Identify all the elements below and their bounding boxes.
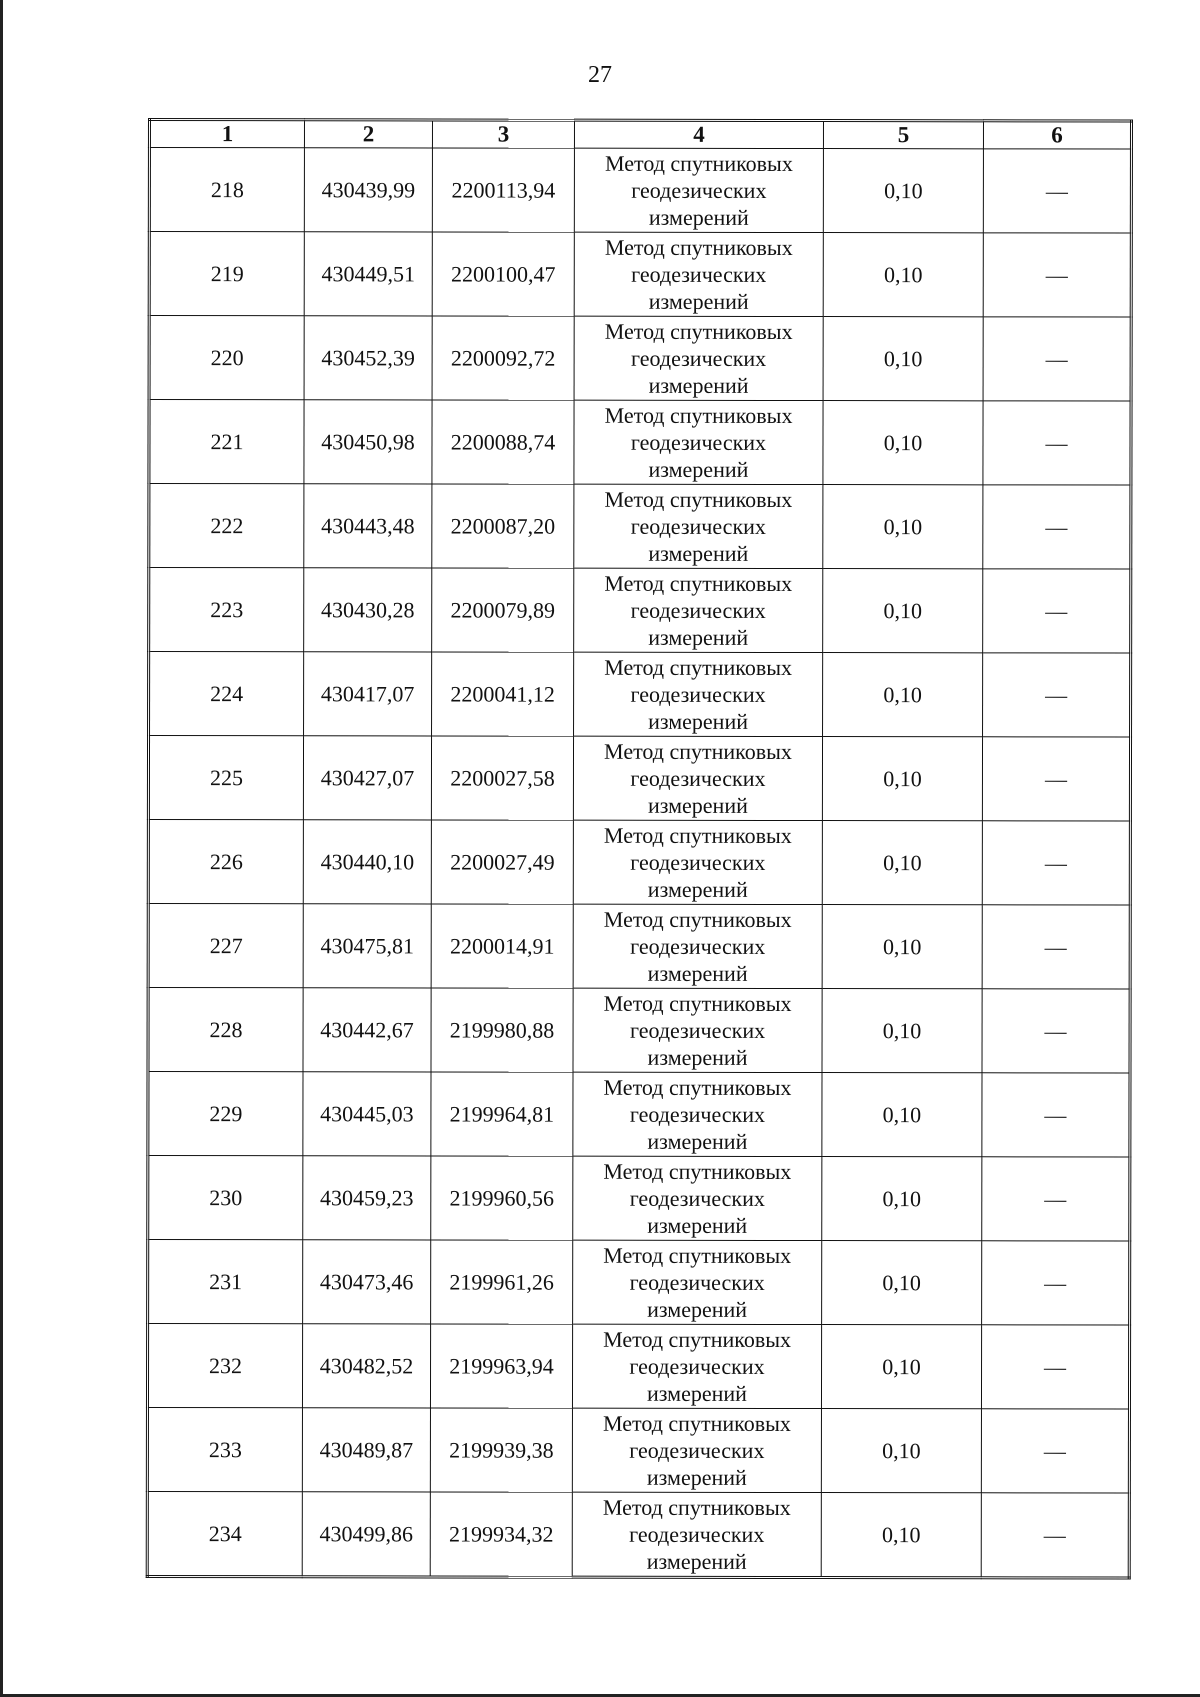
method-text-line: геодезических	[630, 765, 766, 791]
method-text-line: геодезических	[630, 429, 767, 455]
x-coordinate-cell: 430482,52	[302, 1324, 430, 1408]
y-coordinate-cell: 2199934,32	[430, 1492, 572, 1577]
point-number-cell: 233	[147, 1408, 302, 1492]
method-cell	[574, 568, 823, 652]
accuracy-cell: 0,10	[822, 1073, 982, 1157]
column-header-3: 3	[432, 120, 574, 148]
point-number-cell: 224	[149, 652, 304, 736]
point-number-cell: 234	[147, 1492, 302, 1577]
description-cell: —	[982, 989, 1130, 1073]
point-number-cell: 223	[149, 568, 304, 652]
scan-border-left	[0, 0, 3, 1697]
method-text-line: Метод спутниковых	[602, 1410, 791, 1437]
x-coordinate-cell: 430452,39	[304, 316, 432, 400]
accuracy-cell: 0,10	[821, 1409, 981, 1493]
method-text-line: измерений	[646, 1464, 747, 1490]
method-cell	[574, 316, 823, 400]
point-number-cell: 222	[149, 484, 304, 568]
method-text-line: геодезических	[629, 1269, 765, 1295]
method-text-line: геодезических	[629, 1101, 766, 1127]
page-number: 27	[588, 62, 612, 88]
method-cell	[573, 904, 822, 988]
method-text-line: измерений	[646, 1548, 747, 1574]
method-text-line: Метод спутниковых	[604, 738, 792, 765]
accuracy-cell: 0,10	[822, 737, 982, 821]
accuracy-cell: 0,10	[822, 1157, 982, 1241]
point-number-cell: 228	[148, 988, 303, 1072]
method-text-line: Метод спутниковых	[602, 1494, 791, 1521]
point-number-cell: 226	[148, 820, 303, 904]
method-text-line: измерений	[648, 204, 749, 230]
method-text-line: Метод спутниковых	[604, 318, 793, 345]
method-text-line: геодезических	[630, 681, 766, 707]
point-number-cell: 225	[148, 736, 303, 820]
y-coordinate-cell: 2200088,74	[432, 400, 574, 484]
method-text-line: геодезических	[629, 1353, 765, 1379]
method-cell	[572, 1492, 821, 1577]
method-cell	[573, 820, 822, 904]
method-text-line: Метод спутниковых	[604, 570, 793, 597]
x-coordinate-cell: 430439,99	[304, 148, 432, 232]
method-cell	[574, 400, 823, 484]
point-number-cell: 221	[149, 400, 304, 484]
table-row	[149, 148, 1131, 234]
method-text-line: геодезических	[631, 261, 767, 287]
description-cell: —	[981, 1409, 1129, 1493]
description-cell: —	[983, 149, 1131, 233]
point-number-cell: 220	[149, 316, 304, 400]
y-coordinate-cell: 2199963,94	[430, 1324, 572, 1408]
method-text-line: измерений	[648, 288, 749, 314]
table-row	[147, 1408, 1129, 1494]
method-text-line: измерений	[647, 1296, 748, 1322]
table-header-row	[149, 120, 1131, 150]
method-text-line: Метод спутниковых	[603, 822, 792, 849]
table-row	[148, 1156, 1130, 1242]
table-row	[149, 652, 1131, 738]
y-coordinate-cell: 2199939,38	[430, 1408, 572, 1492]
y-coordinate-cell: 2200100,47	[432, 232, 574, 316]
point-number-cell: 218	[149, 148, 304, 232]
x-coordinate-cell: 430417,07	[304, 652, 432, 736]
method-cell	[573, 1156, 822, 1240]
method-text-line: измерений	[648, 456, 749, 482]
table-row	[147, 1492, 1129, 1579]
method-text-line: Метод спутниковых	[603, 906, 792, 933]
table-row	[148, 820, 1130, 906]
method-text-line: геодезических	[629, 1185, 765, 1211]
table-row	[148, 988, 1130, 1074]
description-cell: —	[983, 233, 1131, 317]
description-cell: —	[982, 821, 1130, 905]
point-number-cell: 219	[149, 232, 304, 316]
x-coordinate-cell: 430440,10	[303, 820, 431, 904]
description-cell: —	[983, 653, 1131, 737]
table-row	[149, 232, 1131, 318]
method-text-line: измерений	[647, 1212, 748, 1238]
y-coordinate-cell: 2200092,72	[432, 316, 574, 400]
description-cell: —	[982, 1241, 1130, 1325]
y-coordinate-cell: 2200087,20	[432, 484, 574, 568]
x-coordinate-cell: 430445,03	[303, 1072, 431, 1156]
point-number-cell: 231	[148, 1240, 303, 1324]
method-cell	[574, 484, 823, 568]
point-number-cell: 227	[148, 904, 303, 988]
table-row	[148, 1072, 1130, 1158]
x-coordinate-cell: 430473,46	[303, 1240, 431, 1324]
method-text-line: измерений	[647, 1044, 748, 1070]
method-text-line: Метод спутниковых	[604, 150, 793, 177]
description-cell: —	[981, 1325, 1129, 1409]
method-text-line: геодезических	[629, 1017, 766, 1043]
method-text-line: геодезических	[630, 849, 766, 875]
table-row	[149, 484, 1131, 570]
table-body	[147, 148, 1131, 1579]
table-row	[147, 1324, 1129, 1410]
accuracy-cell: 0,10	[822, 989, 982, 1073]
accuracy-cell: 0,10	[823, 485, 983, 569]
x-coordinate-cell: 430489,87	[302, 1408, 430, 1492]
table-row	[148, 904, 1130, 990]
description-cell: —	[982, 1073, 1130, 1157]
accuracy-cell: 0,10	[821, 1325, 981, 1409]
method-text-line: Метод спутниковых	[604, 402, 793, 429]
description-cell: —	[983, 485, 1131, 569]
y-coordinate-cell: 2200027,49	[431, 820, 573, 904]
x-coordinate-cell: 430449,51	[304, 232, 432, 316]
description-cell: —	[981, 1493, 1129, 1578]
description-cell: —	[982, 905, 1130, 989]
method-text-line: измерений	[647, 876, 748, 902]
column-header-2: 2	[304, 120, 432, 148]
x-coordinate-cell: 430459,23	[303, 1156, 431, 1240]
accuracy-cell: 0,10	[823, 569, 983, 653]
method-text-line: Метод спутниковых	[604, 654, 793, 681]
method-text-line: измерений	[647, 792, 748, 818]
y-coordinate-cell: 2200113,94	[432, 148, 574, 232]
method-text-line: Метод спутниковых	[603, 1326, 792, 1353]
method-text-line: Метод спутниковых	[604, 486, 793, 513]
accuracy-cell: 0,10	[822, 905, 982, 989]
y-coordinate-cell: 2199960,56	[431, 1156, 573, 1240]
accuracy-cell: 0,10	[821, 1493, 981, 1578]
y-coordinate-cell: 2199980,88	[431, 988, 573, 1072]
method-cell	[573, 736, 822, 820]
y-coordinate-cell: 2199961,26	[431, 1240, 573, 1324]
description-cell: —	[983, 317, 1131, 401]
table-row	[149, 568, 1131, 654]
y-coordinate-cell: 2199964,81	[431, 1072, 573, 1156]
method-text-line: измерений	[648, 372, 749, 398]
description-cell: —	[983, 569, 1131, 653]
table-row	[148, 1240, 1130, 1326]
method-text-line: Метод спутниковых	[603, 990, 792, 1017]
column-header-6: 6	[983, 121, 1131, 149]
accuracy-cell: 0,10	[823, 233, 983, 317]
x-coordinate-cell: 430430,28	[304, 568, 432, 652]
method-text-line: геодезических	[629, 1521, 765, 1547]
x-coordinate-cell: 430450,98	[304, 400, 432, 484]
column-header-4: 4	[574, 120, 823, 148]
table-row	[149, 400, 1131, 486]
accuracy-cell: 0,10	[823, 317, 983, 401]
accuracy-cell: 0,10	[823, 653, 983, 737]
method-cell	[573, 1240, 822, 1324]
accuracy-cell: 0,10	[823, 401, 983, 485]
point-number-cell: 229	[148, 1072, 303, 1156]
y-coordinate-cell: 2200027,58	[431, 736, 573, 820]
method-cell	[572, 1408, 821, 1492]
method-text-line: геодезических	[630, 933, 766, 959]
method-text-line: измерений	[647, 960, 748, 986]
column-header-5: 5	[823, 121, 983, 149]
method-text-line: измерений	[647, 1380, 747, 1406]
method-cell	[574, 232, 823, 316]
description-cell: —	[982, 1157, 1130, 1241]
x-coordinate-cell: 430499,86	[302, 1492, 430, 1577]
x-coordinate-cell: 430443,48	[304, 484, 432, 568]
method-text-line: геодезических	[630, 597, 766, 623]
method-cell	[574, 652, 823, 736]
coordinates-table	[146, 118, 1133, 1580]
description-cell: —	[983, 401, 1131, 485]
method-text-line: геодезических	[631, 345, 767, 371]
method-text-line: измерений	[647, 1128, 748, 1154]
method-text-line: геодезических	[630, 513, 766, 539]
table-row	[148, 736, 1130, 822]
method-text-line: измерений	[648, 624, 749, 650]
y-coordinate-cell: 2200079,89	[432, 568, 574, 652]
column-header-1: 1	[149, 120, 304, 148]
y-coordinate-cell: 2200014,91	[431, 904, 573, 988]
table-row	[149, 316, 1131, 402]
method-cell	[574, 148, 823, 232]
method-text-line: Метод спутниковых	[603, 1242, 792, 1269]
method-cell	[572, 1324, 821, 1408]
x-coordinate-cell: 430427,07	[303, 736, 431, 820]
accuracy-cell: 0,10	[822, 821, 982, 905]
point-number-cell: 232	[147, 1324, 302, 1408]
description-cell: —	[982, 737, 1130, 821]
x-coordinate-cell: 430475,81	[303, 904, 431, 988]
method-text-line: измерений	[648, 540, 749, 566]
method-text-line: геодезических	[631, 177, 767, 203]
method-text-line: Метод спутниковых	[604, 234, 793, 261]
method-text-line: Метод спутниковых	[603, 1074, 792, 1101]
y-coordinate-cell: 2200041,12	[432, 652, 574, 736]
method-text-line: геодезических	[629, 1437, 765, 1463]
accuracy-cell: 0,10	[822, 1241, 982, 1325]
x-coordinate-cell: 430442,67	[303, 988, 431, 1072]
method-text-line: Метод спутниковых	[603, 1158, 792, 1185]
method-text-line: измерений	[648, 708, 749, 734]
point-number-cell: 230	[148, 1156, 303, 1240]
method-cell	[573, 1072, 822, 1156]
accuracy-cell: 0,10	[823, 149, 983, 233]
method-cell	[573, 988, 822, 1072]
